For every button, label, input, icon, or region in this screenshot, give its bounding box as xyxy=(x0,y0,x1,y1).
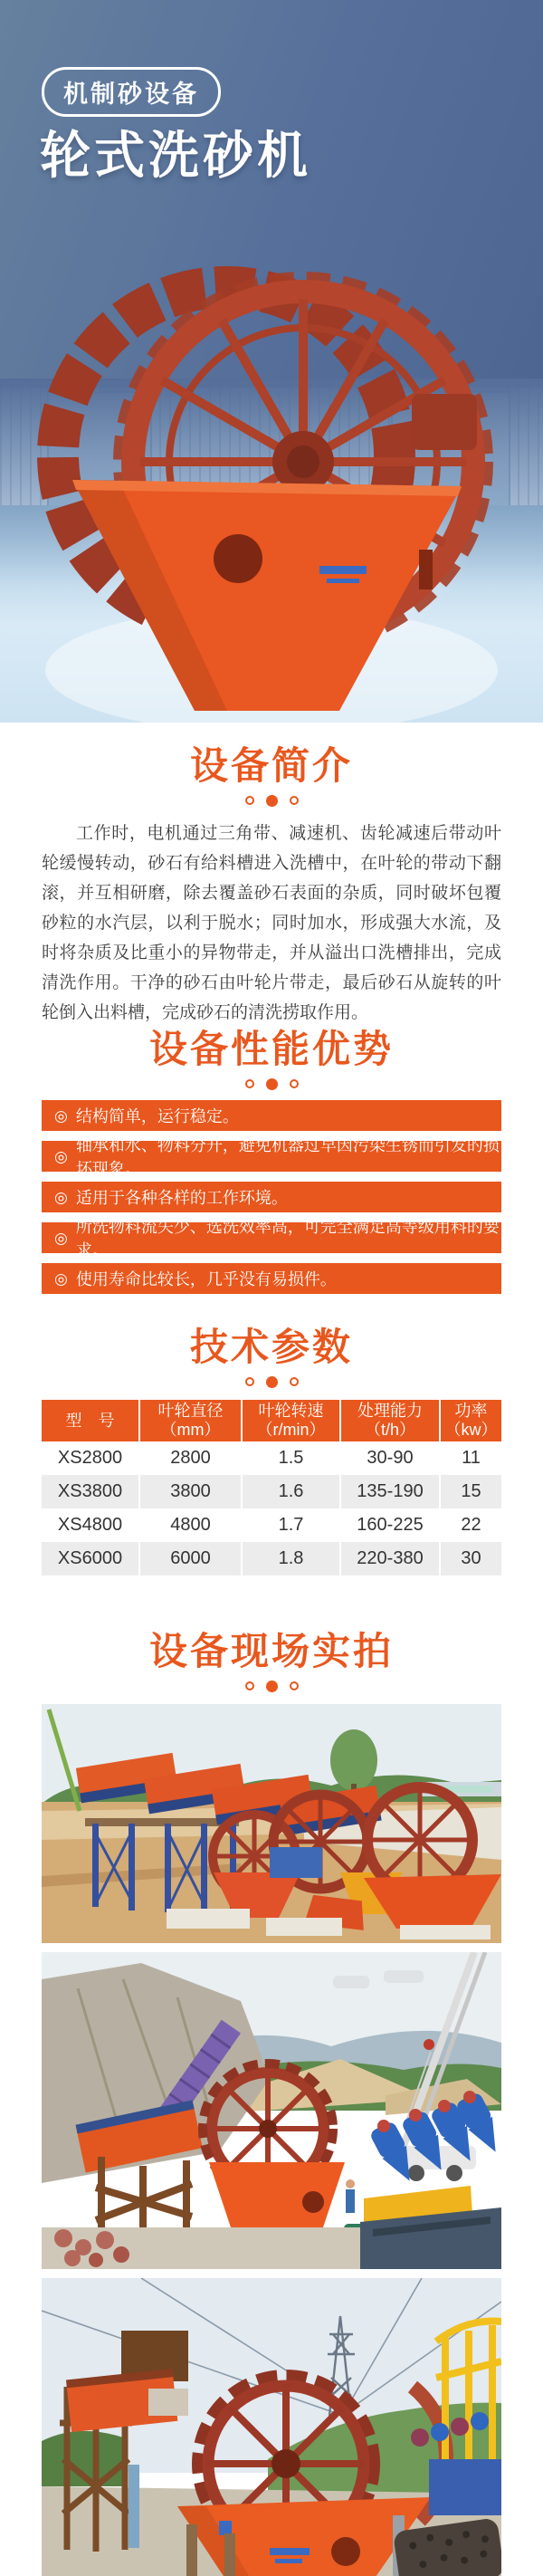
wheel-sand-washer-image xyxy=(32,258,511,723)
table-row: XS6000 6000 1.8 220-380 30 xyxy=(42,1542,501,1575)
table-row: XS3800 3800 1.6 135-190 15 xyxy=(42,1475,501,1508)
dot-filled xyxy=(266,795,278,807)
site-photo-washing-plant xyxy=(42,1704,501,1943)
section-photos xyxy=(0,1575,543,2576)
advantage-item xyxy=(42,1218,501,1259)
dot-outline xyxy=(290,1681,299,1690)
blue-pipe xyxy=(129,2465,139,2548)
intro-title: 设备简介 xyxy=(189,744,353,787)
col-capacity: 处理能力 （t/h） xyxy=(341,1400,441,1441)
dot-filled xyxy=(266,1681,278,1692)
advantage-text: 使用寿命比较长，几乎没有易损件。 xyxy=(75,1270,337,1288)
site-photo-closeup xyxy=(42,2278,501,2576)
bullseye-bullet-icon: ◎ xyxy=(54,1147,68,1165)
col-power: 功率 （kw） xyxy=(441,1400,501,1441)
dot-outline xyxy=(290,1377,299,1386)
advantage-item xyxy=(42,1182,501,1212)
dot-filled xyxy=(266,1376,278,1388)
dot-outline xyxy=(245,1079,254,1088)
advantage-text: 轴承和水、物料分开，避免机器过早因污染生锈而引发的损坏现象。 xyxy=(75,1136,500,1178)
bullseye-bullet-icon: ◎ xyxy=(54,1106,68,1125)
col-impeller-speed: 叶轮转速 （r/min） xyxy=(243,1400,341,1441)
advantages-title: 设备性能优势 xyxy=(148,1028,394,1070)
advantage-item xyxy=(42,1136,501,1178)
section-advantages xyxy=(0,1028,543,1294)
bullseye-bullet-icon: ◎ xyxy=(54,1269,68,1288)
specs-title: 技术参数 xyxy=(189,1326,353,1368)
advantage-list xyxy=(42,1100,501,1294)
product-title: 轮式洗砂机 xyxy=(40,127,311,184)
col-model: 型 号 xyxy=(42,1400,140,1441)
table-row: XS4800 4800 1.7 160-225 22 xyxy=(42,1508,501,1542)
dots-decoration xyxy=(0,794,543,807)
blue-machine xyxy=(270,1847,322,1878)
hero-banner xyxy=(0,0,543,723)
dots-decoration xyxy=(0,1375,543,1388)
dot-filled xyxy=(266,1078,278,1090)
dots-decoration xyxy=(0,1077,543,1090)
spec-table-header xyxy=(42,1400,501,1441)
advantage-text: 结构简单，运行稳定。 xyxy=(75,1107,239,1125)
advantage-text: 适用于各种各样的工作环境。 xyxy=(75,1189,288,1207)
dots-decoration xyxy=(0,1680,543,1692)
category-badge: 机制砂设备 xyxy=(42,67,221,117)
site-photo-quarry-crane xyxy=(42,1952,501,2269)
spec-table-body xyxy=(42,1441,501,1575)
section-intro xyxy=(0,723,543,1028)
dot-outline xyxy=(245,1681,254,1690)
advantage-item xyxy=(42,1100,501,1131)
section-specs xyxy=(0,1304,543,1575)
dot-outline xyxy=(245,1377,254,1386)
bullseye-bullet-icon: ◎ xyxy=(54,1188,68,1206)
dot-outline xyxy=(290,1079,299,1088)
blue-machine xyxy=(429,2459,501,2515)
advantage-item xyxy=(42,1263,501,1294)
intro-paragraph: 工作时，电机通过三角带、减速机、齿轮减速后带动叶轮缓慢转动，砂石有给料槽进入洗槽中，在叶轮的带动下翻滚，并互相研磨，除去覆盖砂石表面的杂质，同时破坏包覆砂粒的水汽层，以利于脱水；同时加水，形成强大水流，及时将杂质及比重小的异物带走，并从溢出口洗槽排出，完成清洗作用。干净的砂石由叶轮片带走，最后砂石从旋转的叶轮倒入出料槽，完成砂石的清洗捞取作用。 xyxy=(42,824,501,1022)
bullseye-bullet-icon: ◎ xyxy=(54,1229,68,1247)
advantage-text: 所洗物料流失少、选洗效率高，可完全满足高等级用料的要求。 xyxy=(75,1218,500,1259)
dot-outline xyxy=(290,796,299,805)
table-row: XS2800 2800 1.5 30-90 11 xyxy=(42,1441,501,1475)
spec-table xyxy=(42,1400,501,1575)
dot-outline xyxy=(245,796,254,805)
worker xyxy=(346,2179,355,2213)
col-impeller-diameter: 叶轮直径 （mm） xyxy=(140,1400,243,1441)
photos-title: 设备现场实拍 xyxy=(148,1630,394,1672)
